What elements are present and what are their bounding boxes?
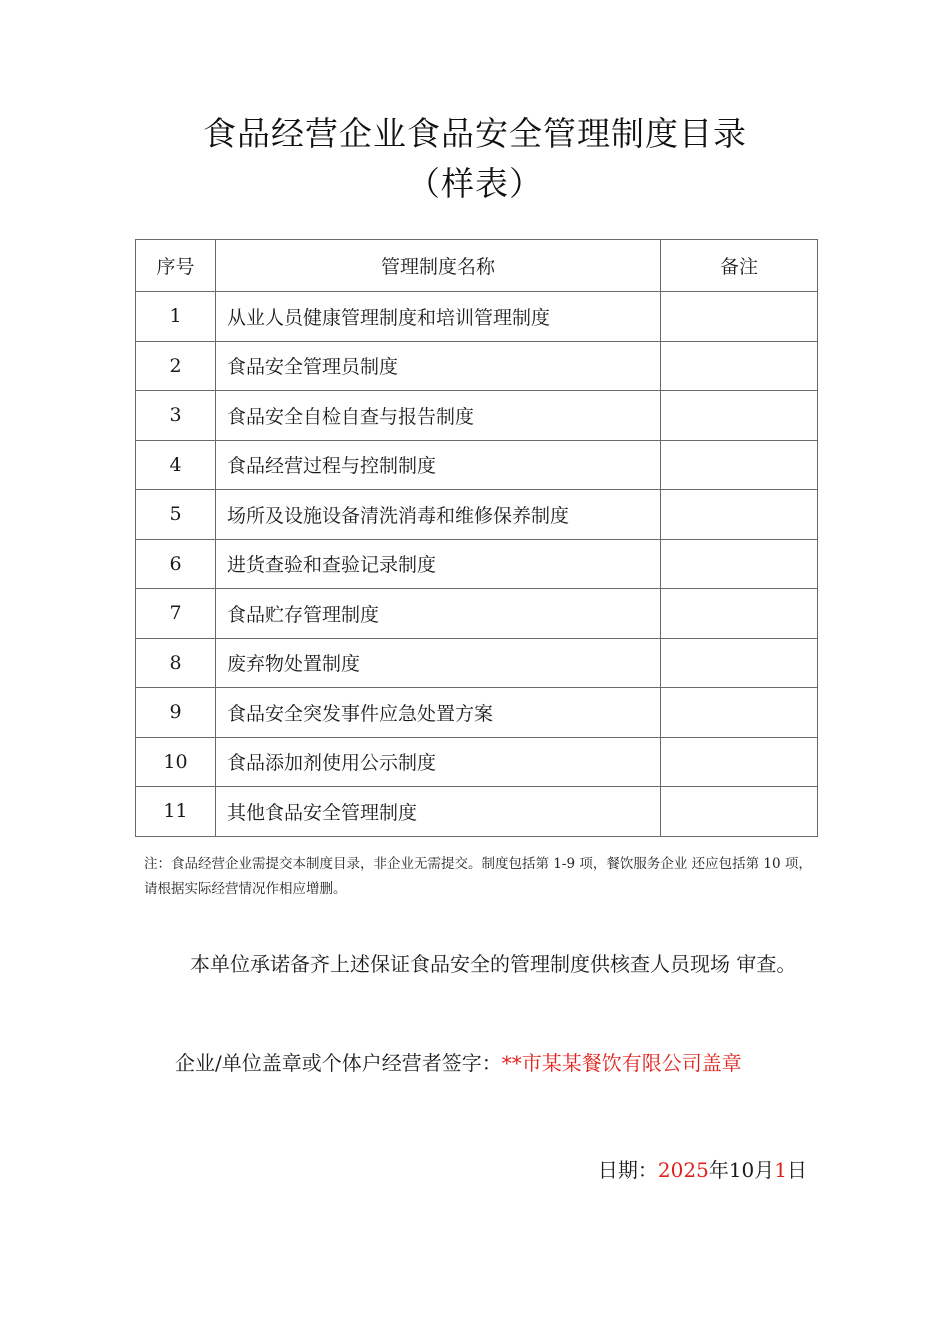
row-regulation-name: 从业人员健康管理制度和培训管理制度	[216, 292, 661, 342]
row-number: 1	[136, 292, 216, 342]
header-remarks: 备注	[661, 240, 818, 292]
row-regulation-name: 食品贮存管理制度	[216, 589, 661, 639]
row-regulation-name: 进货查验和查验记录制度	[216, 539, 661, 589]
row-remarks[interactable]	[661, 787, 818, 837]
row-number: 5	[136, 490, 216, 540]
row-number: 3	[136, 391, 216, 441]
row-remarks[interactable]	[661, 688, 818, 738]
date-day-unit: 日	[787, 1158, 807, 1182]
row-regulation-name: 食品添加剂使用公示制度	[216, 737, 661, 787]
row-remarks[interactable]	[661, 391, 818, 441]
row-regulation-name: 食品安全突发事件应急处置方案	[216, 688, 661, 738]
row-remarks[interactable]	[661, 737, 818, 787]
document-subtitle: （样表）	[407, 164, 543, 203]
row-number: 6	[136, 539, 216, 589]
row-regulation-name: 食品经营过程与控制制度	[216, 440, 661, 490]
table-row	[136, 391, 818, 441]
row-remarks[interactable]	[661, 539, 818, 589]
date-label: 日期：	[597, 1158, 658, 1182]
row-remarks[interactable]	[661, 341, 818, 391]
row-regulation-name: 食品安全管理员制度	[216, 341, 661, 391]
signature-line	[175, 1047, 742, 1076]
table-row	[136, 292, 818, 342]
row-regulation-name: 食品安全自检自查与报告制度	[216, 391, 661, 441]
table-row	[136, 737, 818, 787]
header-regulation-name: 管理制度名称	[216, 240, 661, 292]
row-remarks[interactable]	[661, 292, 818, 342]
table-row	[136, 638, 818, 688]
table-row	[136, 490, 818, 540]
footnote: 注：食品经营企业需提交本制度目录，非企业无需提交。制度包括第 1-9 项，餐饮服务企业 还应包括第 10 项，请根据实际经营情况作相应增删。	[144, 856, 812, 897]
table-row	[136, 440, 818, 490]
table-row	[136, 688, 818, 738]
row-regulation-name: 其他食品安全管理制度	[216, 787, 661, 837]
row-regulation-name: 场所及设施设备清洗消毒和维修保养制度	[216, 490, 661, 540]
row-number: 10	[136, 737, 216, 787]
row-number: 9	[136, 688, 216, 738]
row-number: 8	[136, 638, 216, 688]
row-number: 4	[136, 440, 216, 490]
table-header-row	[136, 240, 818, 292]
row-number: 11	[136, 787, 216, 837]
row-remarks[interactable]	[661, 589, 818, 639]
row-remarks[interactable]	[661, 440, 818, 490]
signature-label: 企业/单位盖章或个体户经营者签字：	[175, 1051, 502, 1075]
date-year-unit: 年	[708, 1158, 729, 1182]
table-row	[136, 539, 818, 589]
signature-value[interactable]: **市某某餐饮有限公司盖章	[501, 1051, 742, 1075]
row-number: 7	[136, 589, 216, 639]
date-day[interactable]: 1	[774, 1158, 787, 1182]
date-year[interactable]: 2025	[657, 1158, 709, 1182]
row-number: 2	[136, 341, 216, 391]
table-row	[136, 341, 818, 391]
header-number: 序号	[136, 240, 216, 292]
pledge-statement: 本单位承诺备齐上述保证食品安全的管理制度供核查人员现场 审查。	[190, 952, 797, 976]
document-title: 食品经营企业食品安全管理制度目录	[203, 114, 747, 153]
date-month[interactable]: 10	[728, 1158, 755, 1182]
table-row	[136, 589, 818, 639]
row-remarks[interactable]	[661, 490, 818, 540]
regulation-catalog-table	[135, 239, 818, 837]
row-remarks[interactable]	[661, 638, 818, 688]
date-line	[598, 1154, 807, 1183]
table-row	[136, 787, 818, 837]
date-month-unit: 月	[754, 1158, 775, 1182]
row-regulation-name: 废弃物处置制度	[216, 638, 661, 688]
